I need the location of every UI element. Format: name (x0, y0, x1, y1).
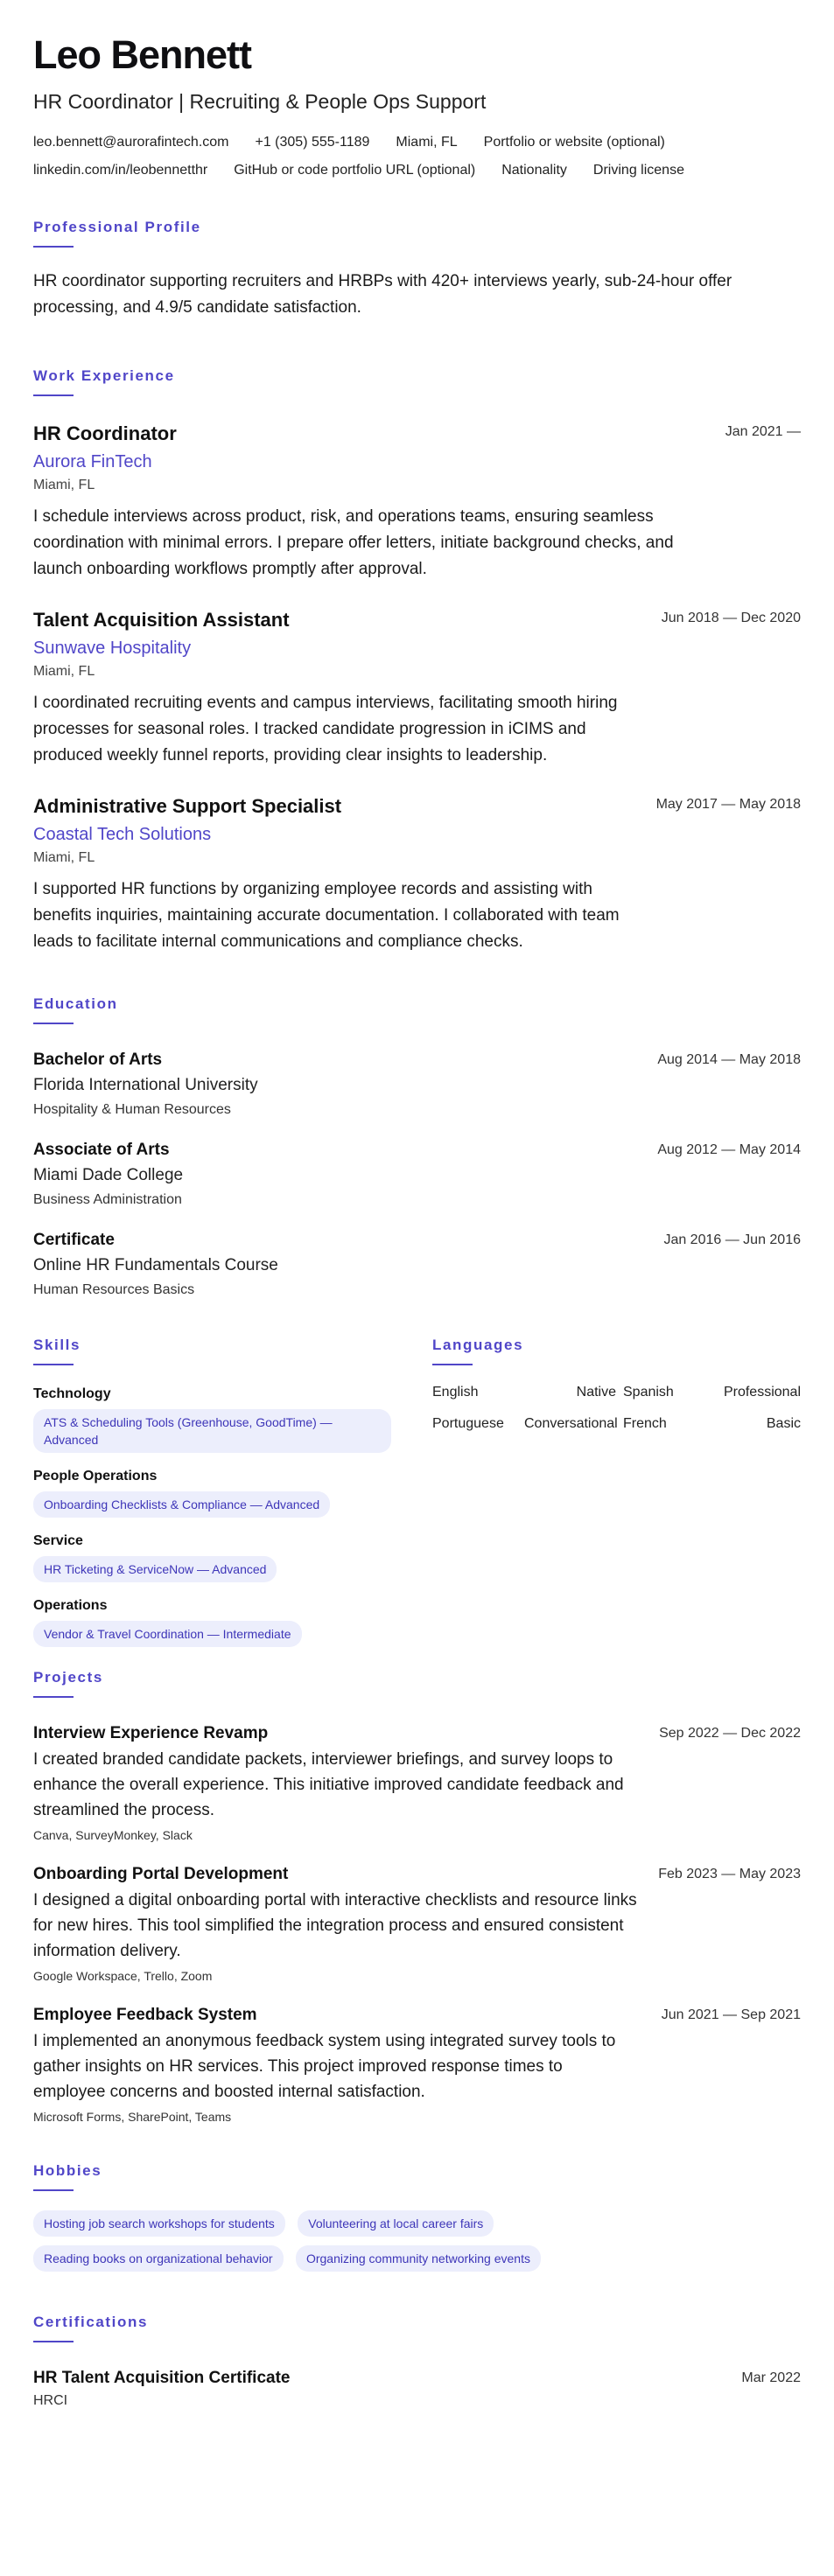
project-entry (33, 1724, 801, 1842)
section-divider (33, 2341, 74, 2342)
project-description: I implemented an anonymous feedback system using integrated survey tools to gather insights on HR services. This project improved response times to employee concerns and boosted internal satisfaction. (33, 2032, 616, 2101)
education-dates: Aug 2014 — May 2018 (657, 1052, 801, 1067)
section-divider (432, 1364, 473, 1365)
section-title: Professional Profile (33, 219, 201, 235)
job-description: I coordinated recruiting events and campus interviews, facilitating smooth hiring processes for seasonal roles. I tracked candidate progression in iCIMS and produced weekly funnel reports, providing clear insights to leadership. (33, 694, 618, 764)
project-tools: Google Workspace, Trello, Zoom (33, 1969, 213, 1983)
skills-languages-row (33, 1337, 801, 1669)
field-of-study: Business Administration (33, 1192, 182, 1207)
language-level: Basic (766, 1416, 801, 1431)
language-name: English (432, 1385, 479, 1400)
job-title: Administrative Support Specialist (33, 795, 342, 817)
job-title: HR Coordinator (33, 422, 177, 444)
project-title: Interview Experience Revamp (33, 1724, 269, 1742)
language-level: Professional (723, 1385, 801, 1400)
contact-driving-license: Driving license (592, 163, 684, 178)
contact-email[interactable]: leo.bennett@aurorafintech.com (33, 135, 229, 150)
contact-row-1 (33, 135, 801, 150)
profile-section (33, 219, 801, 321)
certification-issuer: HRCI (33, 2393, 68, 2408)
skill-chip: Onboarding Checklists & Compliance — Advanced (33, 1491, 330, 1518)
hobby-chip: Volunteering at local career fairs (298, 2210, 494, 2237)
experience-section (33, 367, 801, 955)
section-title: Languages (432, 1337, 524, 1353)
project-dates: Feb 2023 — May 2023 (658, 1867, 801, 1881)
languages-list (432, 1385, 801, 1432)
project-tools: Microsoft Forms, SharePoint, Teams (33, 2110, 232, 2124)
skill-group (33, 1533, 401, 1582)
language-level: Conversational (524, 1416, 618, 1431)
language-name: French (623, 1416, 667, 1431)
skill-category: People Operations (33, 1469, 158, 1483)
language-name: Spanish (623, 1385, 674, 1400)
job-location: Miami, FL (33, 850, 95, 865)
contact-nationality: Nationality (501, 163, 567, 178)
job-entry (33, 609, 801, 769)
hobby-chip: Hosting job search workshops for students (33, 2210, 285, 2237)
section-divider (33, 246, 74, 248)
candidate-headline: HR Coordinator | Recruiting & People Ops Support (33, 90, 487, 113)
candidate-name: Leo Bennett (33, 32, 252, 77)
project-tools: Canva, SurveyMonkey, Slack (33, 1828, 193, 1842)
school-name: Florida International University (33, 1076, 258, 1094)
language-name: Portuguese (432, 1416, 504, 1431)
skill-category: Technology (33, 1386, 111, 1401)
field-of-study: Hospitality & Human Resources (33, 1102, 231, 1117)
section-title: Hobbies (33, 2162, 102, 2179)
job-company: Coastal Tech Solutions (33, 825, 212, 844)
degree-title: Bachelor of Arts (33, 1051, 163, 1069)
skills-section (33, 1337, 401, 1647)
job-description: I schedule interviews across product, risk, and operations teams, ensuring seamless coordination with minimal errors. I prepare offer letters, initiate background checks, and launch onboarding workflows promptly after approval. (33, 507, 674, 578)
section-title: Projects (33, 1669, 103, 1686)
job-entry (33, 422, 801, 583)
project-description: I created branded candidate packets, interviewer briefings, and survey loops to enhance the overall experience. This initiative improved candidate feedback and streamlined the process. (33, 1750, 624, 1819)
hobby-row (33, 2210, 801, 2237)
education-section (33, 995, 801, 1298)
contact-row-2 (33, 163, 801, 178)
job-location: Miami, FL (33, 478, 95, 492)
job-dates: Jun 2018 — Dec 2020 (661, 611, 801, 625)
contact-github[interactable]: GitHub or code portfolio URL (optional) (234, 163, 476, 178)
project-title: Onboarding Portal Development (33, 1865, 289, 1883)
job-dates: Jan 2021 — (725, 424, 801, 439)
education-entry (33, 1231, 801, 1298)
field-of-study: Human Resources Basics (33, 1282, 195, 1297)
school-name: Online HR Fundamentals Course (33, 1256, 278, 1274)
section-divider (33, 394, 74, 396)
certification-entry (33, 2369, 801, 2409)
contact-location: Miami, FL (396, 135, 458, 150)
school-name: Miami Dade College (33, 1166, 184, 1184)
skill-group (33, 1469, 401, 1518)
section-title: Work Experience (33, 367, 175, 384)
project-dates: Jun 2021 — Sep 2021 (661, 2007, 801, 2022)
contact-phone[interactable]: +1 (305) 555-1189 (255, 135, 370, 150)
skill-chip: Vendor & Travel Coordination — Intermediate (33, 1621, 302, 1647)
degree-title: Certificate (33, 1231, 115, 1249)
section-title: Education (33, 995, 118, 1012)
job-dates: May 2017 — May 2018 (655, 797, 801, 812)
skill-group (33, 1598, 401, 1647)
skill-category: Service (33, 1533, 83, 1548)
education-dates: Jan 2016 — Jun 2016 (663, 1232, 801, 1247)
skill-category: Operations (33, 1598, 108, 1613)
certifications-section (33, 2314, 801, 2409)
project-dates: Sep 2022 — Dec 2022 (659, 1726, 801, 1741)
languages-section (432, 1337, 801, 1432)
hobby-chips (33, 2210, 801, 2272)
hobby-row (33, 2245, 801, 2272)
project-description: I designed a digital onboarding portal with interactive checklists and resource links for new hires. This tool simplified the integration process and ensured consistent information delivery. (33, 1891, 637, 1960)
resume-header (33, 32, 801, 178)
job-entry (33, 795, 801, 955)
skill-chip: HR Ticketing & ServiceNow — Advanced (33, 1556, 277, 1582)
certification-date: Mar 2022 (741, 2370, 801, 2385)
section-divider (33, 1023, 74, 1024)
job-company: Sunwave Hospitality (33, 639, 192, 658)
contact-linkedin[interactable]: linkedin.com/in/leobennetthr (33, 163, 208, 178)
degree-title: Associate of Arts (33, 1141, 170, 1159)
profile-summary: HR coordinator supporting recruiters and HRBPs with 420+ interviews yearly, sub-24-hour offer processing, and 4.9/5 candidate satisfaction. (33, 272, 732, 317)
job-description: I supported HR functions by organizing employee records and assisting with benefits inquiries, maintaining accurate documentation. I collaborated with team leads to facilitate internal communications and compliance checks. (33, 880, 620, 951)
education-entry (33, 1141, 801, 1208)
section-divider (33, 1696, 74, 1698)
section-divider (33, 1364, 74, 1365)
projects-section (33, 1669, 801, 2124)
education-entry (33, 1051, 801, 1118)
job-company: Aurora FinTech (33, 452, 152, 471)
project-entry (33, 2006, 801, 2124)
project-entry (33, 1865, 801, 1983)
job-location: Miami, FL (33, 664, 95, 679)
language-level: Native (576, 1385, 616, 1400)
contact-portfolio[interactable]: Portfolio or website (optional) (483, 135, 665, 150)
education-dates: Aug 2012 — May 2014 (657, 1142, 801, 1157)
skill-group (33, 1386, 401, 1453)
section-title: Skills (33, 1337, 81, 1353)
section-divider (33, 2189, 74, 2191)
job-title: Talent Acquisition Assistant (33, 609, 290, 631)
certification-title: HR Talent Acquisition Certificate (33, 2369, 291, 2387)
hobby-chip: Reading books on organizational behavior (33, 2245, 284, 2272)
section-title: Certifications (33, 2314, 149, 2330)
skill-chip: ATS & Scheduling Tools (Greenhouse, GoodTime) — Advanced (33, 1409, 391, 1453)
project-title: Employee Feedback System (33, 2006, 257, 2024)
hobbies-section (33, 2162, 801, 2272)
hobby-chip: Organizing community networking events (296, 2245, 541, 2272)
